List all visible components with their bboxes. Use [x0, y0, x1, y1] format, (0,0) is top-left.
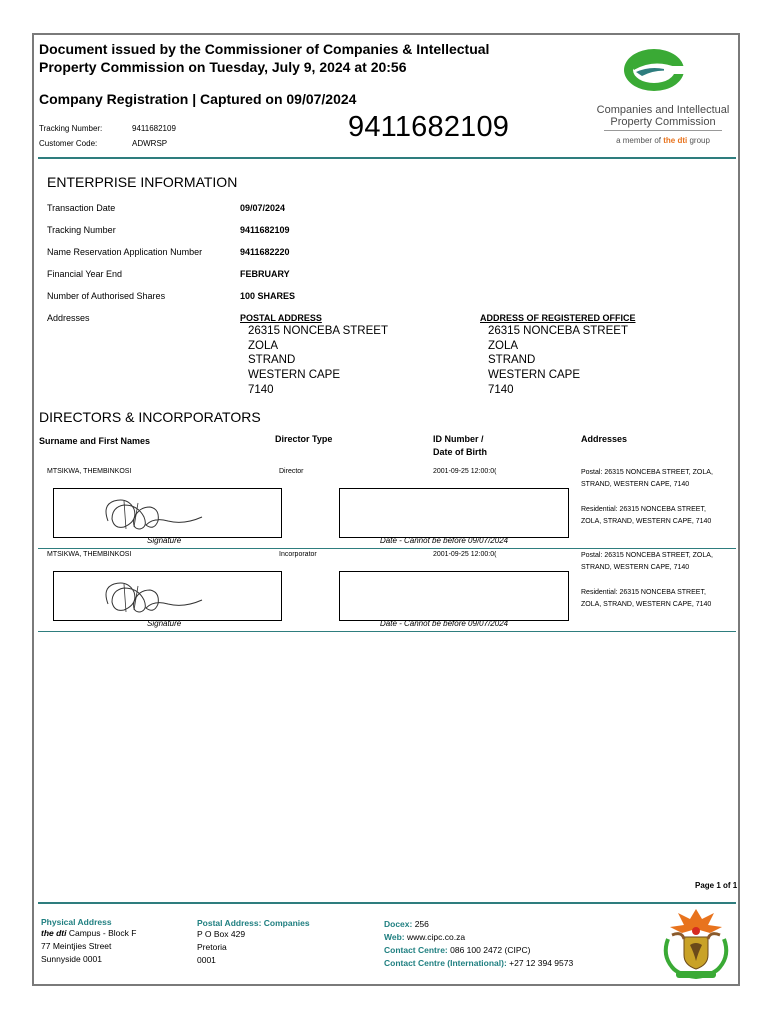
- director-postal-address: Postal: 26315 NONCEBA STREET, ZOLA, STRAND, WESTERN CAPE, 7140: [581, 469, 713, 488]
- financial-year-end-value: FEBRUARY: [240, 269, 290, 279]
- docex-label: Docex:: [384, 919, 413, 929]
- directors-section-title: DIRECTORS & INCORPORATORS: [39, 409, 261, 425]
- date-caption: Date - Cannot be before 09/07/2024: [380, 536, 509, 545]
- physical-line-2: 77 Meintjies Street: [41, 941, 112, 951]
- signature-caption: Signature: [147, 619, 182, 628]
- contact-centre-value: 086 100 2472 (CIPC): [447, 945, 531, 955]
- authorised-shares-value: 100 SHARES: [240, 291, 296, 301]
- handwritten-signature-icon: [94, 491, 214, 535]
- postal-footer-line-1: P O Box 429: [197, 929, 246, 939]
- web-value[interactable]: www.cipc.co.za: [404, 932, 466, 942]
- physical-line-1-rest: Campus - Block F: [66, 928, 137, 938]
- contact-intl-value: +27 12 394 9573: [506, 958, 574, 968]
- tracking-number-value: 9411682109: [240, 225, 290, 235]
- col-id-line1: ID Number /: [433, 434, 484, 444]
- col-type-header: Director Type: [275, 434, 333, 444]
- row-divider: [38, 631, 736, 632]
- row-divider: [38, 548, 736, 549]
- contact-block: [384, 918, 573, 970]
- postal-address-heading: POSTAL ADDRESS: [240, 313, 322, 323]
- registered-line: 7140: [488, 383, 514, 396]
- postal-footer-line-2: Pretoria: [197, 942, 227, 952]
- customer-code-label: Customer Code:: [39, 139, 98, 148]
- registered-address-block: [488, 324, 708, 398]
- logo-line-1: Companies and Intellectual: [596, 104, 730, 116]
- postal-address-footer-block: [197, 918, 310, 967]
- director-dob: 2001-09-25 12:00:0(: [433, 468, 497, 475]
- registered-line: 26315 NONCEBA STREET: [488, 325, 628, 337]
- footer-divider: [38, 902, 736, 904]
- postal-address-block: [248, 324, 468, 398]
- tracking-number-large: 9411682109: [348, 111, 510, 143]
- postal-line: STRAND: [248, 354, 296, 367]
- coat-of-arms-icon: [658, 905, 734, 983]
- transaction-date-label: Transaction Date: [47, 203, 116, 213]
- tagline-suffix: group: [689, 136, 710, 145]
- contact-intl-line: [384, 957, 573, 970]
- col-addresses-header: Addresses: [581, 434, 628, 444]
- date-box[interactable]: [339, 571, 569, 621]
- header-divider: [38, 157, 736, 159]
- col-id-line2: Date of Birth: [433, 447, 487, 457]
- enterprise-section-title: ENTERPRISE INFORMATION: [47, 174, 238, 190]
- name-reservation-label: Name Reservation Application Number: [47, 247, 203, 257]
- director-residential-address: Residential: 26315 NONCEBA STREET, ZOLA, STRAND, WESTERN CAPE, 7140: [581, 589, 712, 608]
- postal-line: 7140: [248, 383, 274, 396]
- postal-line: ZOLA: [248, 339, 279, 352]
- date-caption: Date - Cannot be before 09/07/2024: [380, 619, 509, 628]
- name-reservation-value: 9411682220: [240, 247, 290, 257]
- logo-line-2: Property Commission: [610, 116, 716, 128]
- postal-footer-heading: Postal Address: Companies: [197, 918, 310, 928]
- contact-centre-line: [384, 944, 573, 957]
- director-postal-address: Postal: 26315 NONCEBA STREET, ZOLA, STRAND, WESTERN CAPE, 7140: [581, 552, 713, 571]
- transaction-date-value: 09/07/2024: [240, 203, 286, 213]
- tracking-value: 9411682109: [132, 124, 176, 133]
- postal-footer-line-3: 0001: [197, 955, 216, 965]
- signature-box[interactable]: [53, 488, 282, 538]
- physical-line-1: [41, 927, 136, 940]
- tracking-number-label: Tracking Number: [47, 225, 116, 235]
- director-name: MTSIKWA, THEMBINKOSI: [47, 551, 132, 558]
- tagline-brand: the dti: [663, 136, 688, 145]
- web-line: [384, 931, 573, 944]
- col-name-header: Surname and First Names: [39, 436, 151, 446]
- tagline-prefix: a member of: [616, 136, 661, 145]
- page-number: Page 1 of 1: [695, 881, 738, 890]
- col-id-header: [433, 433, 487, 459]
- registered-line: STRAND: [488, 354, 536, 367]
- customer-code-value: ADWRSP: [132, 139, 168, 148]
- contact-intl-label: Contact Centre (International):: [384, 958, 507, 968]
- docex-value: 256: [412, 919, 429, 929]
- contact-centre-label: Contact Centre:: [384, 945, 448, 955]
- director-dob: 2001-09-25 12:00:0(: [433, 551, 497, 558]
- docex-line: [384, 918, 573, 931]
- registration-subtitle: Company Registration | Captured on 09/07/2024: [39, 91, 357, 107]
- authorised-shares-label: Number of Authorised Shares: [47, 291, 166, 301]
- registered-line: WESTERN CAPE: [488, 369, 581, 382]
- registered-line: ZOLA: [488, 339, 519, 352]
- physical-address-heading: Physical Address: [41, 917, 112, 927]
- physical-address-block: [41, 917, 136, 966]
- financial-year-end-label: Financial Year End: [47, 269, 123, 279]
- cipc-swirl-icon: [592, 42, 734, 98]
- director-type: Director: [279, 468, 304, 475]
- handwritten-signature-icon: [94, 574, 214, 618]
- director-type: Incorporator: [279, 551, 317, 558]
- signature-box[interactable]: [53, 571, 282, 621]
- signature-caption: Signature: [147, 536, 182, 545]
- director-residential-address: Residential: 26315 NONCEBA STREET, ZOLA, STRAND, WESTERN CAPE, 7140: [581, 506, 712, 525]
- cipc-logo: [592, 42, 734, 152]
- date-box[interactable]: [339, 488, 569, 538]
- physical-line-3: Sunnyside 0001: [41, 954, 102, 964]
- tracking-label: Tracking Number:: [39, 124, 103, 133]
- postal-line: WESTERN CAPE: [248, 369, 341, 382]
- logo-tagline: [592, 136, 734, 145]
- document-title: Document issued by the Commissioner of Companies & Intellectual Property Commission on Tuesday, July 9, 2024 at 20:56: [39, 41, 490, 75]
- addresses-label: Addresses: [47, 313, 90, 323]
- logo-divider: [604, 130, 722, 131]
- web-label: Web:: [384, 932, 405, 942]
- director-name: MTSIKWA, THEMBINKOSI: [47, 468, 132, 475]
- postal-line: 26315 NONCEBA STREET: [248, 325, 388, 337]
- dti-brand-text: the dti: [41, 928, 67, 938]
- registered-office-heading: ADDRESS OF REGISTERED OFFICE: [480, 313, 636, 323]
